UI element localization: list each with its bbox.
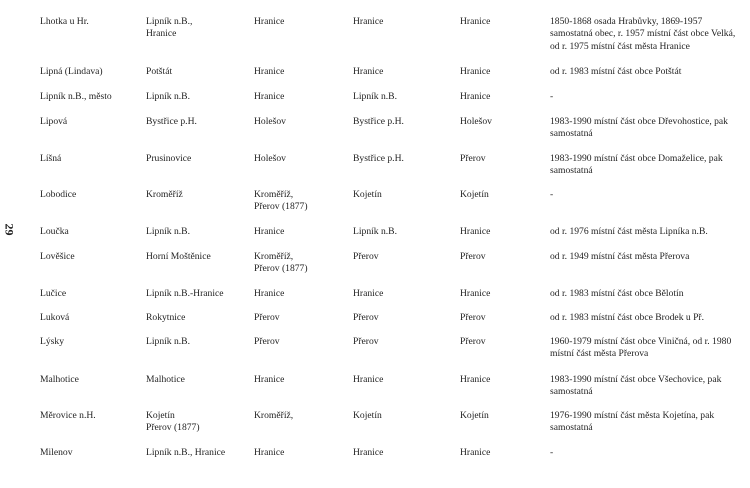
column-3-cell: Hranice <box>254 288 285 299</box>
column-5-cell: Kojetín <box>460 410 489 421</box>
column-3-cell: Kroměříž, Přerov (1877) <box>254 189 308 213</box>
column-2-cell: Lipník n.B. <box>146 336 190 347</box>
column-2-cell: Lipník n.B., Hranice <box>146 447 226 458</box>
obec-cell: Lobodice <box>40 189 77 200</box>
column-2-cell: Lipník n.B.-Hranice <box>146 288 224 299</box>
column-5-cell: Kojetín <box>460 189 489 200</box>
column-2-cell: Kroměříž <box>146 189 183 200</box>
obec-cell: Lipník n.B., město <box>40 91 112 102</box>
column-5-cell: Hranice <box>460 91 491 102</box>
column-4-cell: Hranice <box>353 288 384 299</box>
note-cell: - <box>550 91 554 102</box>
note-cell: od r. 1983 místní část obce Brodek u Př. <box>550 312 705 323</box>
column-2-cell: Lipník n.B. <box>146 91 190 102</box>
column-4-cell: Hranice <box>353 447 384 458</box>
column-3-cell: Holešov <box>254 116 286 127</box>
column-4-cell: Přerov <box>353 336 379 347</box>
column-4-cell: Přerov <box>353 251 379 262</box>
column-4-cell: Lipník n.B. <box>353 226 397 237</box>
obec-cell: Luková <box>40 312 70 323</box>
note-cell: od r. 1983 místní část obce Potštát <box>550 66 682 77</box>
column-3-cell: Hranice <box>254 374 285 385</box>
page-number: 29 <box>2 223 17 236</box>
column-2-cell: Lipník n.B. <box>146 226 190 237</box>
column-5-cell: Přerov <box>460 153 486 164</box>
obec-cell: Milenov <box>40 447 73 458</box>
column-5-cell: Hranice <box>460 288 491 299</box>
note-cell: 1983-1990 místní část obce Dřevohostice, pak samostatná <box>550 116 728 140</box>
column-3-cell: Hranice <box>254 447 285 458</box>
column-2-cell: Prusinovice <box>146 153 192 164</box>
obec-cell: Lověšice <box>40 251 75 262</box>
column-4-cell: Hranice <box>353 374 384 385</box>
note-cell: 1983-1990 místní část obce Všechovice, pak samostatná <box>550 374 722 398</box>
column-4-cell: Kojetín <box>353 410 382 421</box>
column-2-cell: Rokytnice <box>146 312 186 323</box>
column-4-cell: Přerov <box>353 312 379 323</box>
column-5-cell: Hranice <box>460 16 491 27</box>
note-cell: - <box>550 447 554 458</box>
column-5-cell: Hranice <box>460 374 491 385</box>
obec-cell: Lipná (Lindava) <box>40 66 103 77</box>
column-2-cell: Horní Moštěnice <box>146 251 211 262</box>
column-3-cell: Kroměříž, <box>254 410 294 421</box>
obec-cell: Lýsky <box>40 336 64 347</box>
note-cell: 1983-1990 místní část obce Domaželice, pak samostatná <box>550 153 723 177</box>
column-3-cell: Hranice <box>254 16 285 27</box>
column-2-cell: Lipník n.B., Hranice <box>146 16 193 40</box>
obec-cell: Lhotka u Hr. <box>40 16 89 27</box>
column-3-cell: Přerov <box>254 336 280 347</box>
note-cell: 1850-1868 osada Hrabůvky, 1869-1957 samostatná obec, r. 1957 místní část obce Velká, od r. 1975 místní část města Hranice <box>550 16 736 52</box>
obec-cell: Měrovice n.H. <box>40 410 96 421</box>
column-4-cell: Hranice <box>353 66 384 77</box>
note-cell: od r. 1976 místní část města Lipníka n.B. <box>550 226 708 237</box>
column-4-cell: Kojetín <box>353 189 382 200</box>
column-3-cell: Holešov <box>254 153 286 164</box>
obec-cell: Líšná <box>40 153 62 164</box>
column-5-cell: Hranice <box>460 226 491 237</box>
column-4-cell: Bystřice p.H. <box>353 116 404 127</box>
column-2-cell: Malhotice <box>146 374 185 385</box>
column-5-cell: Hranice <box>460 66 491 77</box>
column-3-cell: Hranice <box>254 226 285 237</box>
column-3-cell: Hranice <box>254 66 285 77</box>
column-2-cell: Bystřice p.H. <box>146 116 197 127</box>
column-4-cell: Bystřice p.H. <box>353 153 404 164</box>
note-cell: od r. 1983 místní část obce Bělotín <box>550 288 684 299</box>
column-2-cell: Kojetín Přerov (1877) <box>146 410 200 434</box>
column-5-cell: Přerov <box>460 251 486 262</box>
note-cell: od r. 1949 místní část města Přerova <box>550 251 690 262</box>
note-cell: 1976-1990 místní část města Kojetína, pak samostatná <box>550 410 715 434</box>
column-3-cell: Hranice <box>254 91 285 102</box>
note-cell: 1960-1979 místní část obce Viničná, od r. 1980 místní část města Přerova <box>550 336 732 360</box>
column-3-cell: Kroměříž, Přerov (1877) <box>254 251 308 275</box>
note-cell: - <box>550 189 554 200</box>
column-3-cell: Přerov <box>254 312 280 323</box>
column-5-cell: Přerov <box>460 336 486 347</box>
obec-cell: Lučice <box>40 288 67 299</box>
column-4-cell: Lipník n.B. <box>353 91 397 102</box>
column-5-cell: Přerov <box>460 312 486 323</box>
column-5-cell: Holešov <box>460 116 492 127</box>
column-5-cell: Hranice <box>460 447 491 458</box>
obec-cell: Malhotice <box>40 374 79 385</box>
column-2-cell: Potštát <box>146 66 173 77</box>
obec-cell: Loučka <box>40 226 69 237</box>
obec-cell: Lipová <box>40 116 68 127</box>
column-4-cell: Hranice <box>353 16 384 27</box>
